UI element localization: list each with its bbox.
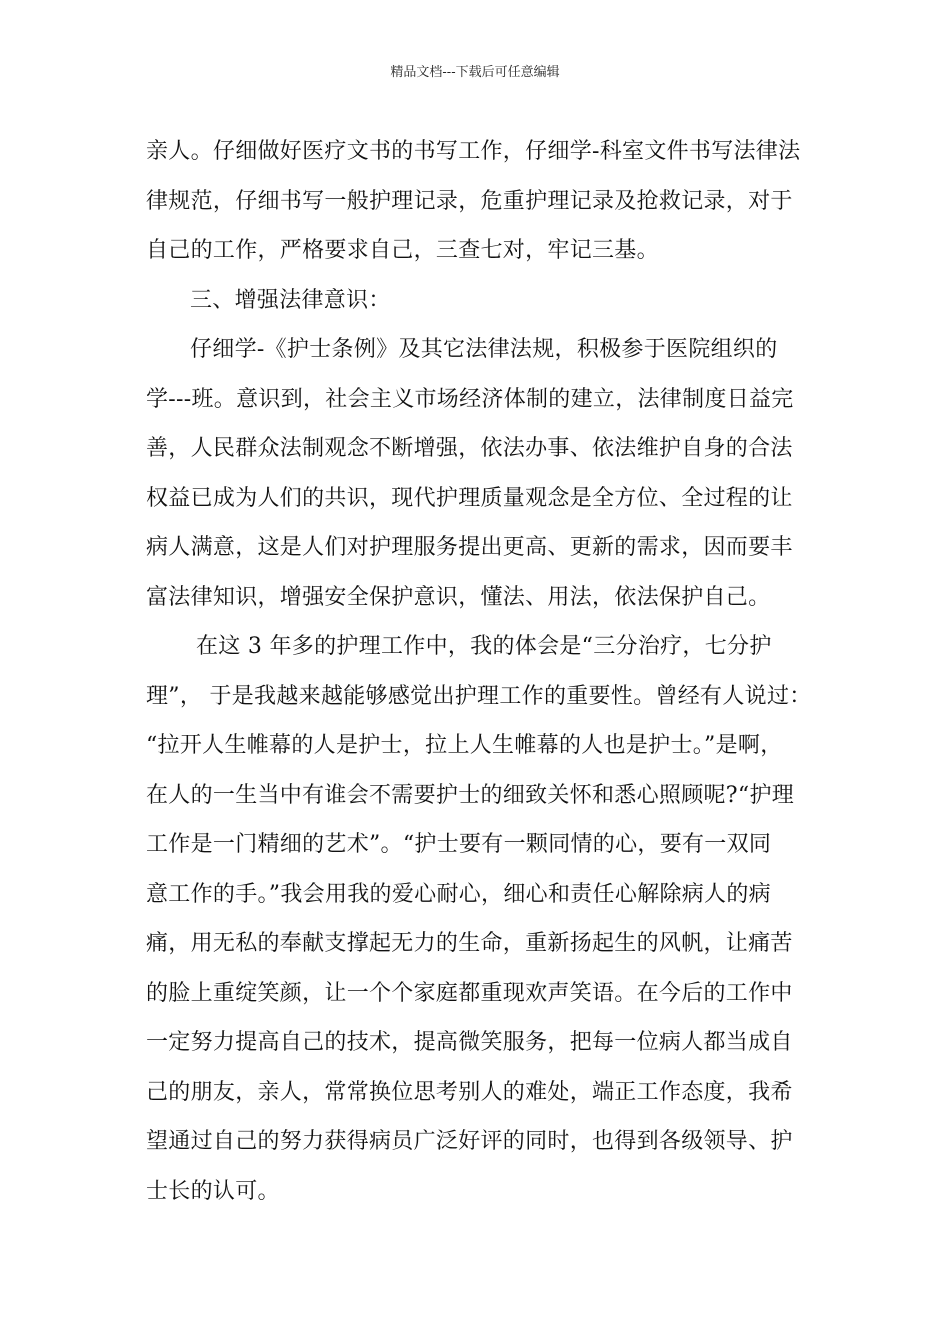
text-line: 士长的认可。 — [146, 1178, 280, 1204]
text-line: 亲人。仔细做好医疗文书的书写工作，仔细学-科室文件书写法律法 — [146, 139, 801, 164]
text-line: 仔细学-《护士条例》及其它法律法规，积极参于医院组织的 — [190, 337, 778, 362]
text-line: 律规范，仔细书写一般护理记录，危重护理记录及抢救记录，对于 — [146, 188, 793, 214]
text-line: 富法律知识，增强安全保护意识，懂法、用法，依法保护自己。 — [146, 584, 771, 610]
text-line: “拉开人生帷幕的人是护士，拉上人生帷幕的人也是护士。”是啊， — [146, 733, 783, 758]
text-line: 自己的工作，严格要求自己，三查七对，牢记三基。 — [146, 238, 659, 263]
text-line: 望通过自己的努力获得病员广泛好评的同时，也得到各级领导、护 — [146, 1129, 793, 1154]
text-line: 一定努力提高自己的技术，提高微笑服务，把每一位病人都当成自 — [146, 1030, 793, 1055]
text-line: 痛，用无私的奉献支撑起无力的生命，重新扬起生的风帆，让痛苦 — [146, 931, 793, 956]
text-line: 善，人民群众法制观念不断增强，依法办事、依法维护自身的合法 — [146, 436, 793, 461]
text-line: 权益已成为人们的共识，现代护理质量观念是全方位、全过程的让 — [146, 485, 793, 511]
text-line: 意工作的手。”我会用我的爱心耐心，细心和责任心解除病人的病 — [146, 881, 771, 907]
text-line: 理”， 于是我越来越能够感觉出护理工作的重要性。曾经有人说过： — [146, 683, 812, 709]
text-line: 工作是一门精细的艺术”。“护士要有一颗同情的心，要有一双同 — [146, 832, 772, 857]
document-body — [146, 127, 812, 1216]
text-line: 病人满意，这是人们对护理服务提出更高、更新的需求，因而要丰 — [146, 535, 793, 560]
text-line: 在这 3 年多的护理工作中，我的体会是“三分治疗，七分护 — [196, 634, 772, 659]
text-line: 在人的一生当中有谁会不需要护士的细致关怀和悉心照顾呢?“护理 — [146, 782, 795, 808]
page-header: 精品文档---下载后可任意编辑 — [390, 65, 560, 80]
text-line: 学---班。意识到，社会主义市场经济体制的建立，法律制度日益完 — [146, 386, 794, 412]
text-line: 的脸上重绽笑颜，让一个个家庭都重现欢声笑语。在今后的工作中 — [146, 980, 793, 1006]
text-line: 己的朋友，亲人，常常换位思考别人的难处，端正工作态度，我希 — [146, 1079, 793, 1105]
section-heading: 三、增强法律意识： — [190, 287, 391, 313]
